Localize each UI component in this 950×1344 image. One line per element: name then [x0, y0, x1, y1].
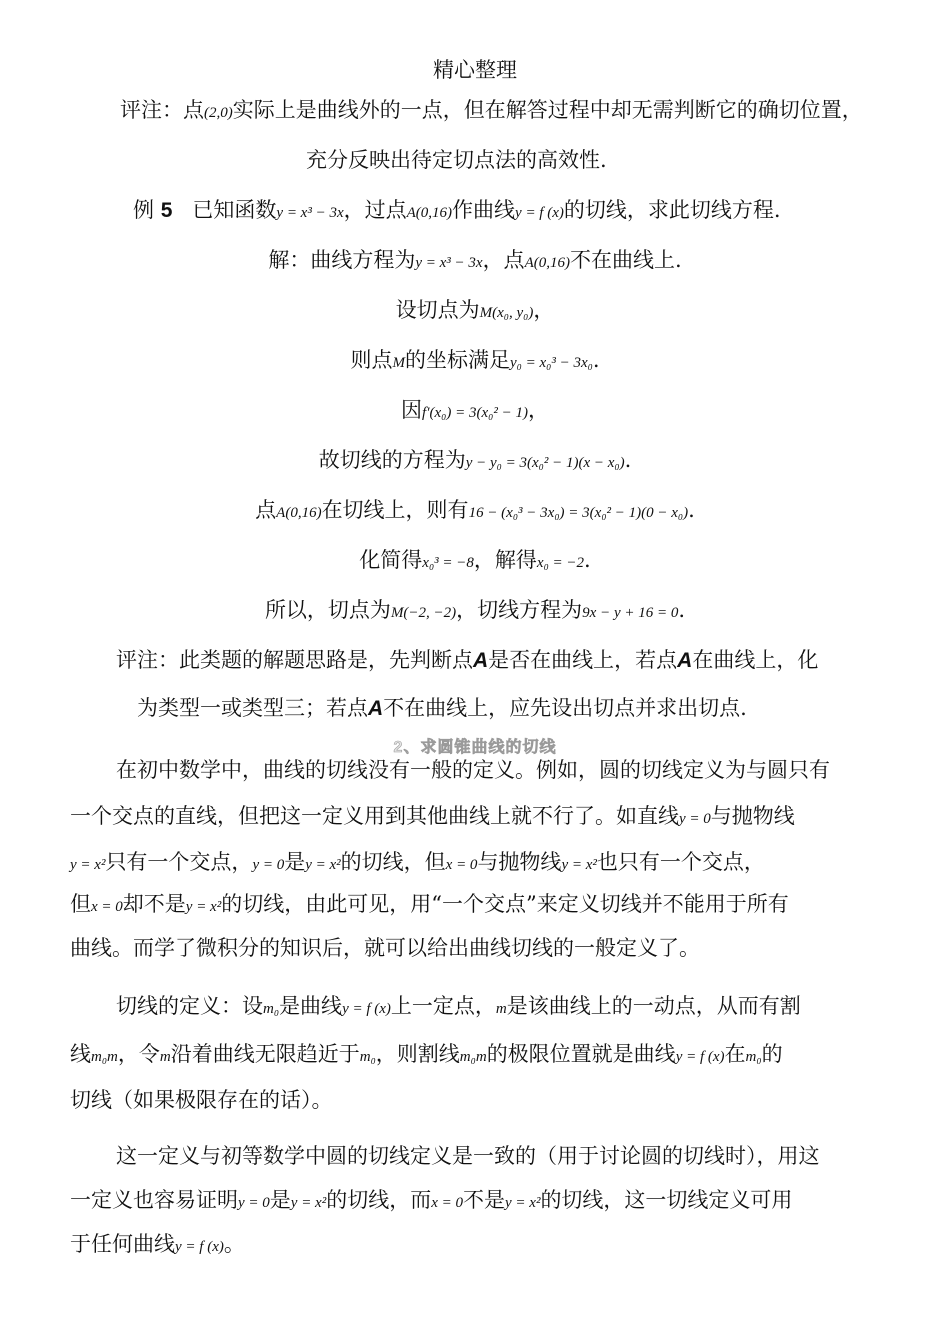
solution-line-6: 点A(0,16)在切线上，则有16 − (x₀³ − 3x₀) = 3(x₀² − 1)(0 − x₀).	[255, 498, 695, 522]
para-1-line-3: y = x²只有一个交点，y = 0是y = x²的切线，但x = 0与抛物线y = x²也只有一个交点，	[70, 850, 765, 874]
example-5-statement: 例 5 已知函数y = x³ − 3x，过点A(0,16)作曲线y = f (x)的切线，求此切线方程.	[133, 198, 781, 222]
solution-line-1: 解：曲线方程为y = x³ − 3x，点A(0,16)不在曲线上.	[268, 248, 682, 272]
solution-line-8: 所以，切点为M(−2, −2)，切线方程为9x − y + 16 = 0.	[264, 598, 686, 622]
solution-line-3: 则点M的坐标满足y₀ = x₀³ − 3x₀.	[350, 348, 600, 372]
para-2-line-3: 切线（如果极限存在的话）。	[70, 1088, 333, 1112]
para-3-line-1: 这一定义与初等数学中圆的切线定义是一致的（用于讨论圆的切线时），用这	[116, 1144, 820, 1168]
para-1-line-1: 在初中数学中，曲线的切线没有一般的定义。例如，圆的切线定义为与圆只有	[116, 758, 830, 782]
para-3-line-2: 一定义也容易证明y = 0是y = x²的切线，而x = 0不是y = x²的切线，这一切线定义可用	[70, 1188, 793, 1212]
note-2-line-1: 评注：此类题的解题思路是，先判断点A是否在曲线上，若点A在曲线上，化	[116, 648, 819, 672]
solution-line-5: 故切线的方程为y − y₀ = 3(x₀² − 1)(x − x₀).	[318, 448, 632, 472]
solution-line-4: 因f′(x₀) = 3(x₀² − 1)，	[401, 398, 549, 422]
note-2-line-2: 为类型一或类型三；若点A不在曲线上，应先设出切点并求出切点.	[137, 696, 747, 720]
note-1-line-2: 充分反映出待定切点法的高效性.	[306, 148, 607, 172]
para-1-line-2: 一个交点的直线，但把这一定义用到其他曲线上就不行了。如直线y = 0与抛物线	[70, 804, 795, 828]
para-1-line-5: 曲线。而学了微积分的知识后，就可以给出曲线切线的一般定义了。	[70, 936, 700, 960]
para-2-line-1: 切线的定义：设m₀是曲线y = f (x)上一定点，m是该曲线上的一动点，从而有割	[116, 994, 801, 1018]
para-3-line-3: 于任何曲线y = f (x)。	[70, 1232, 245, 1256]
solution-line-7: 化简得x₀³ = −8，解得x₀ = −2.	[359, 548, 591, 572]
solution-line-2: 设切点为M(x₀, y₀)，	[395, 298, 555, 322]
note-1-line-1: 评注：点(2,0)实际上是曲线外的一点，但在解答过程中却无需判断它的确切位置，	[120, 98, 863, 122]
para-2-line-2: 线m₀m，令m沿着曲线无限趋近于m₀，则割线m₀m的极限位置就是曲线y = f (x)在m₀的	[70, 1042, 783, 1066]
page-title: 精心整理	[433, 58, 517, 82]
para-1-line-4: 但x = 0却不是y = x²的切线，由此可见，用“一个交点”来定义切线并不能用于所有	[70, 892, 789, 916]
section-2-heading: 2、求圆锥曲线的切线	[393, 739, 557, 756]
